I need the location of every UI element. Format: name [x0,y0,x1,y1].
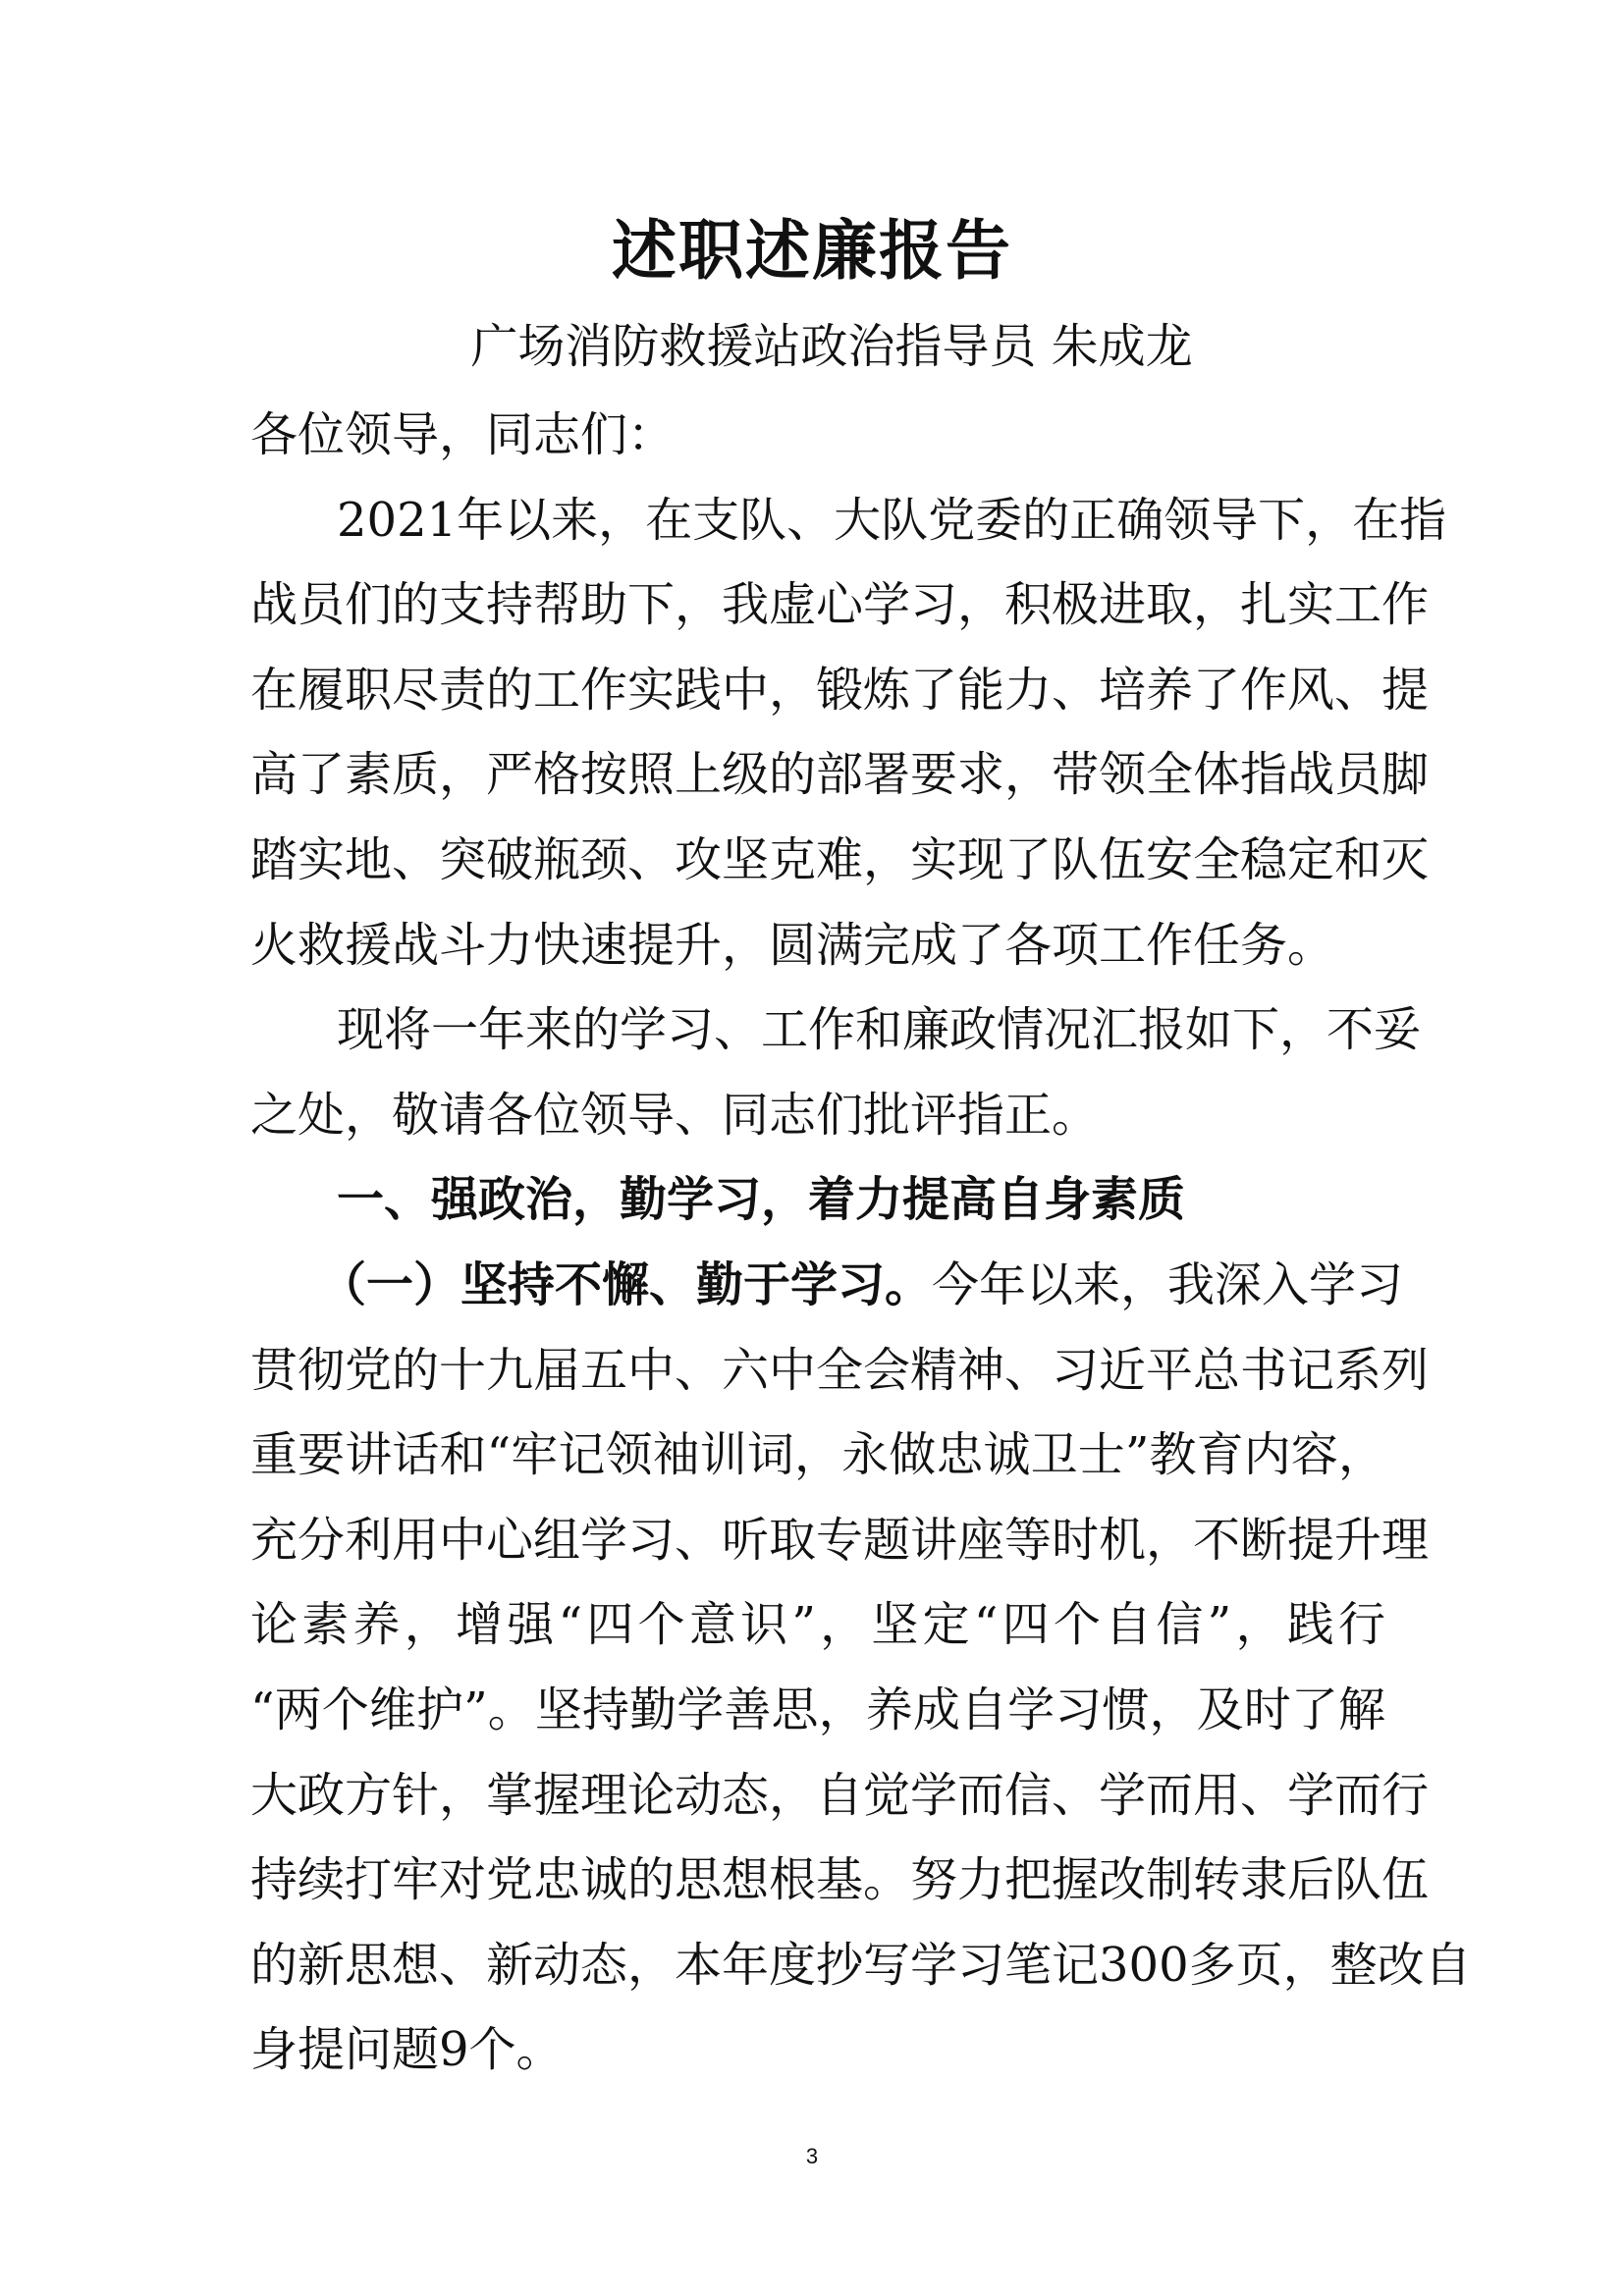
paragraph-line: 踏实地、突破瓶颈、攻坚克难，实现了队伍安全稳定和灭 [250,831,1430,887]
section-heading: 一、强政治，勤学习，着力提高自身素质 [337,1172,1186,1228]
paragraph-line: “两个维护”。坚持勤学善思，养成自学习惯，及时了解 [250,1682,1385,1737]
page-number: 3 [805,2144,819,2168]
paragraph-line: 论素养，增强“四个意识”，坚定“四个自信”，践行 [250,1597,1385,1653]
paragraph-line: 战员们的支持帮助下，我虚心学习，积极进取，扎实工作 [250,577,1430,633]
document-body [250,393,1472,2093]
paragraph-line: 身提问题9个。 [250,2022,564,2078]
paragraph-line: 持续打牢对党忠诚的思想根基。努力把握改制转隶后队伍 [250,1852,1430,1908]
paragraph-line: 贯彻党的十九届五中、六中全会精神、习近平总书记系列 [250,1342,1430,1398]
subsection-lead: （一）坚持不懈、勤于学习。 [319,1256,933,1312]
paragraph-line: 现将一年来的学习、工作和廉政情况汇报如下，不妥 [337,1002,1422,1058]
paragraph-line [250,1243,1404,1328]
salutation: 各位领导，同志们： [250,407,676,462]
paragraph-line: 在履职尽责的工作实践中，锻炼了能力、培养了作风、提 [250,662,1430,718]
author-line: 广场消防救援站政治指导员 朱成龙 [470,319,1193,374]
paragraph-line: 之处，敬请各位领导、同志们批评指正。 [250,1087,1100,1143]
paragraph-line: 的新思想、新动态，本年度抄写学习笔记300多页，整改自 [250,1937,1472,1993]
paragraph-text: 今年以来，我深入学习 [932,1256,1404,1312]
paragraph-line: 充分利用中心组学习、听取专题讲座等时机，不断提升理 [250,1512,1430,1568]
paragraph-line: 2021年以来，在支队、大队党委的正确领导下，在指 [337,492,1447,548]
paragraph-line: 火救援战斗力快速提升，圆满完成了各项工作任务。 [250,917,1335,973]
paragraph-line: 高了素质，严格按照上级的部署要求，带领全体指战员脚 [250,747,1430,803]
document-title: 述职述廉报告 [612,212,1012,289]
paragraph-line: 大政方针，掌握理论动态，自觉学而信、学而用、学而行 [250,1767,1430,1823]
paragraph-line: 重要讲话和“牢记领袖训词，永做忠诚卫士”教育内容， [250,1427,1385,1483]
